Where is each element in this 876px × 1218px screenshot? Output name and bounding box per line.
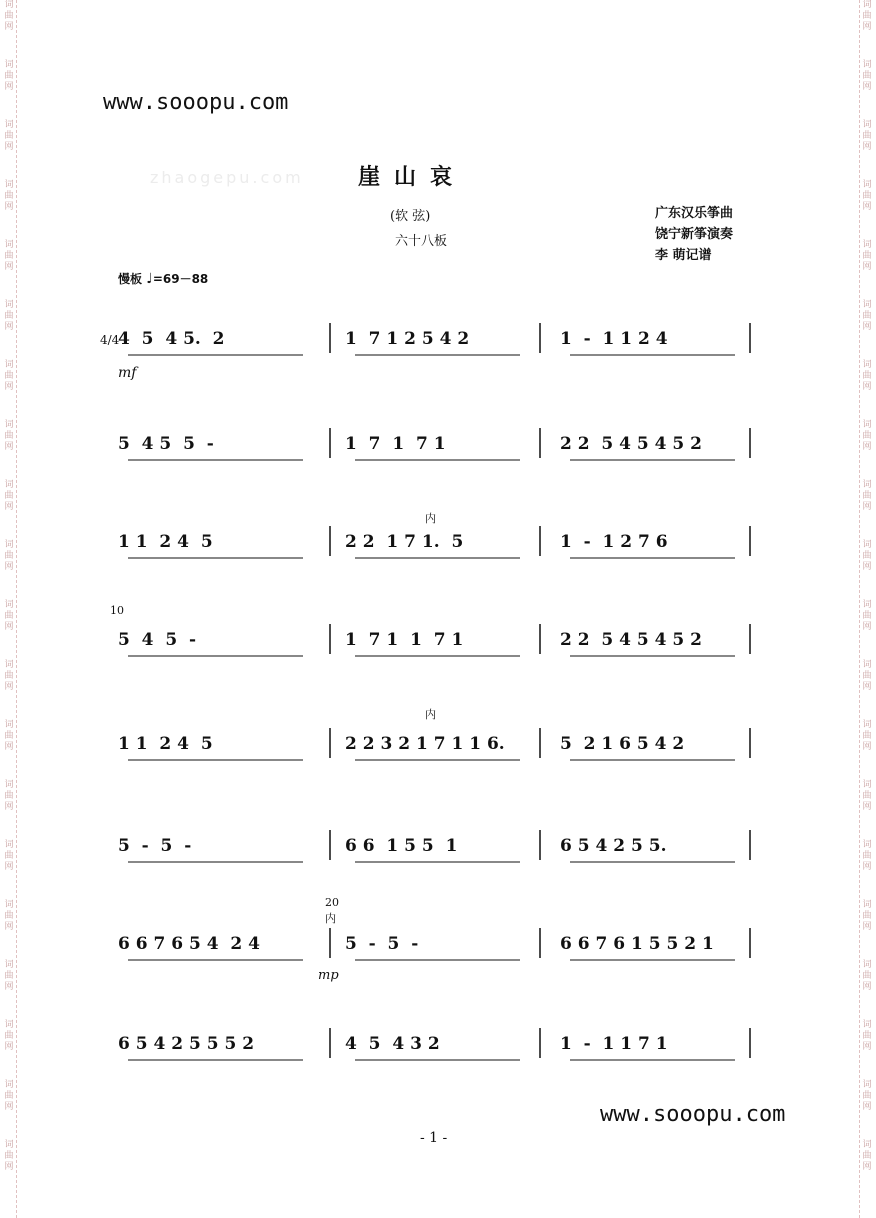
rehearsal-mark-20: 20 <box>325 896 339 909</box>
site-url-top: www.sooopu.com <box>103 90 289 115</box>
measure-notes: 4 5 4 5. 2 <box>118 329 225 349</box>
score-title: 崖山哀 <box>358 164 467 190</box>
side-watermark-glyphs: 词 曲 网 <box>862 1140 872 1172</box>
measure-notes: 6 6 7 6 5 4 2 4 <box>118 934 260 954</box>
measure-notes: 6 5 4 2 5 5 5 2 <box>118 1034 255 1054</box>
side-watermark-glyphs: 词 曲 网 <box>862 720 872 752</box>
barlines <box>0 720 876 790</box>
measure-notes: 2 2 5 4 5 4 5 2 <box>560 630 702 650</box>
side-watermark-glyphs: 词 曲 网 <box>862 180 872 212</box>
tempo-term: 慢板 <box>118 272 143 286</box>
measure-notes: 6 6 7 6 1 5 5 2 1 <box>560 934 714 954</box>
measure-notes: 2 2 3 2 1 7 1 1 6. <box>345 734 505 754</box>
measure-notes: 2 2 5 4 5 4 5 2 <box>560 434 702 454</box>
measure-notes: 1 - 1 1 2 4 <box>560 329 668 349</box>
tempo-value: =69－88 <box>152 272 209 286</box>
page-number: - 1 - <box>420 1130 448 1146</box>
time-signature: 4/4 <box>100 333 120 347</box>
side-watermark-glyphs: 词 曲 网 <box>4 0 14 32</box>
side-watermark-glyphs: 词 曲 网 <box>862 660 872 692</box>
side-watermark-glyphs: 词 曲 网 <box>4 360 14 392</box>
measure-notes: 1 7 1 2 5 4 2 <box>345 329 470 349</box>
score-system <box>0 720 876 790</box>
measure-notes: 5 - 5 - <box>118 836 192 856</box>
side-watermark-glyphs: 词 曲 网 <box>4 240 14 272</box>
side-watermark-glyphs: 词 曲 网 <box>862 480 872 512</box>
side-watermark-glyphs: 词 曲 网 <box>862 240 872 272</box>
barlines <box>0 420 876 490</box>
site-url-bottom: www.sooopu.com <box>600 1102 786 1127</box>
side-watermark-glyphs: 词 曲 网 <box>862 0 872 32</box>
side-watermark-glyphs: 词 曲 网 <box>862 420 872 452</box>
credit-line: 饶宁新筝演奏 <box>655 227 734 242</box>
barlines <box>0 1020 876 1090</box>
measure-notes: 5 4 5 - <box>118 630 197 650</box>
side-watermark-glyphs: 词 曲 网 <box>4 720 14 752</box>
barlines <box>0 822 876 892</box>
technique-mark: 内 <box>425 512 436 525</box>
measure-notes: 1 - 1 2 7 6 <box>560 532 668 552</box>
side-watermark-glyphs: 词 曲 网 <box>862 900 872 932</box>
side-watermark-glyphs: 词 曲 网 <box>4 300 14 332</box>
credit-line: 李 萌记谱 <box>655 248 712 263</box>
side-watermark-glyphs: 词 曲 网 <box>862 780 872 812</box>
side-watermark-glyphs: 词 曲 网 <box>862 300 872 332</box>
side-watermark-glyphs: 词 曲 网 <box>862 1020 872 1052</box>
measure-notes: 1 1 2 4 5 <box>118 532 213 552</box>
measure-notes: 6 6 1 5 5 1 <box>345 836 458 856</box>
measure-notes: 5 4 5 5 - <box>118 434 214 454</box>
faint-watermark: zhaogepu.com <box>150 168 304 187</box>
side-watermark-glyphs: 词 曲 网 <box>862 120 872 152</box>
measure-notes: 1 - 1 1 7 1 <box>560 1034 668 1054</box>
side-watermark-glyphs: 词 曲 网 <box>862 840 872 872</box>
side-watermark-glyphs: 词 曲 网 <box>4 60 14 92</box>
side-watermark-glyphs: 词 曲 网 <box>4 960 14 992</box>
score-system <box>0 420 876 490</box>
side-watermark-glyphs: 词 曲 网 <box>4 540 14 572</box>
side-watermark-glyphs: 词 曲 网 <box>4 1080 14 1112</box>
side-watermark-glyphs: 词 曲 网 <box>4 1020 14 1052</box>
side-watermark-glyphs: 词 曲 网 <box>4 180 14 212</box>
side-watermark-glyphs: 词 曲 网 <box>862 60 872 92</box>
side-watermark-glyphs: 词 曲 网 <box>4 1140 14 1172</box>
credits <box>655 203 733 266</box>
measure-notes: 5 2 1 6 5 4 2 <box>560 734 685 754</box>
score-system <box>0 518 876 588</box>
measure-notes: 6 5 4 2 5 5. <box>560 836 667 856</box>
barlines <box>0 616 876 686</box>
side-watermark-glyphs: 词 曲 网 <box>862 360 872 392</box>
barlines <box>0 920 876 990</box>
side-watermark-glyphs: 词 曲 网 <box>862 600 872 632</box>
score-system <box>0 822 876 892</box>
dynamic-mp: mp <box>318 968 339 983</box>
technique-mark: 内 <box>325 912 336 925</box>
measure-notes: 1 1 2 4 5 <box>118 734 213 754</box>
side-watermark-glyphs: 词 曲 网 <box>4 660 14 692</box>
side-watermark-glyphs: 词 曲 网 <box>862 1080 872 1112</box>
measure-notes: 4 5 4 3 2 <box>345 1034 440 1054</box>
side-watermark-glyphs: 词 曲 网 <box>4 840 14 872</box>
dynamic-mf: mf <box>118 365 137 381</box>
tempo-marking <box>118 270 208 287</box>
side-watermark-glyphs: 词 曲 网 <box>4 900 14 932</box>
side-watermark-glyphs: 词 曲 网 <box>4 600 14 632</box>
measure-notes: 1 7 1 1 7 1 <box>345 630 464 650</box>
tuning-note: (软 弦) <box>390 209 431 224</box>
measure-notes: 5 - 5 - <box>345 934 419 954</box>
score-system <box>0 616 876 686</box>
form-note: 六十八板 <box>395 234 448 249</box>
quarter-note-icon: ♩ <box>146 271 153 287</box>
score-system <box>0 1020 876 1090</box>
side-watermark-glyphs: 词 曲 网 <box>4 120 14 152</box>
side-watermark-glyphs: 词 曲 网 <box>862 960 872 992</box>
side-watermark-glyphs: 词 曲 网 <box>862 540 872 572</box>
measure-notes: 1 7 1 7 1 <box>345 434 446 454</box>
technique-mark: 内 <box>425 708 436 721</box>
credit-line: 广东汉乐筝曲 <box>655 206 734 221</box>
side-watermark-glyphs: 词 曲 网 <box>4 780 14 812</box>
barlines <box>0 518 876 588</box>
rehearsal-mark-10: 10 <box>110 604 124 617</box>
score-system <box>0 920 876 990</box>
side-watermark-glyphs: 词 曲 网 <box>4 480 14 512</box>
measure-notes: 2 2 1 7 1. 5 <box>345 532 464 552</box>
side-watermark-glyphs: 词 曲 网 <box>4 420 14 452</box>
